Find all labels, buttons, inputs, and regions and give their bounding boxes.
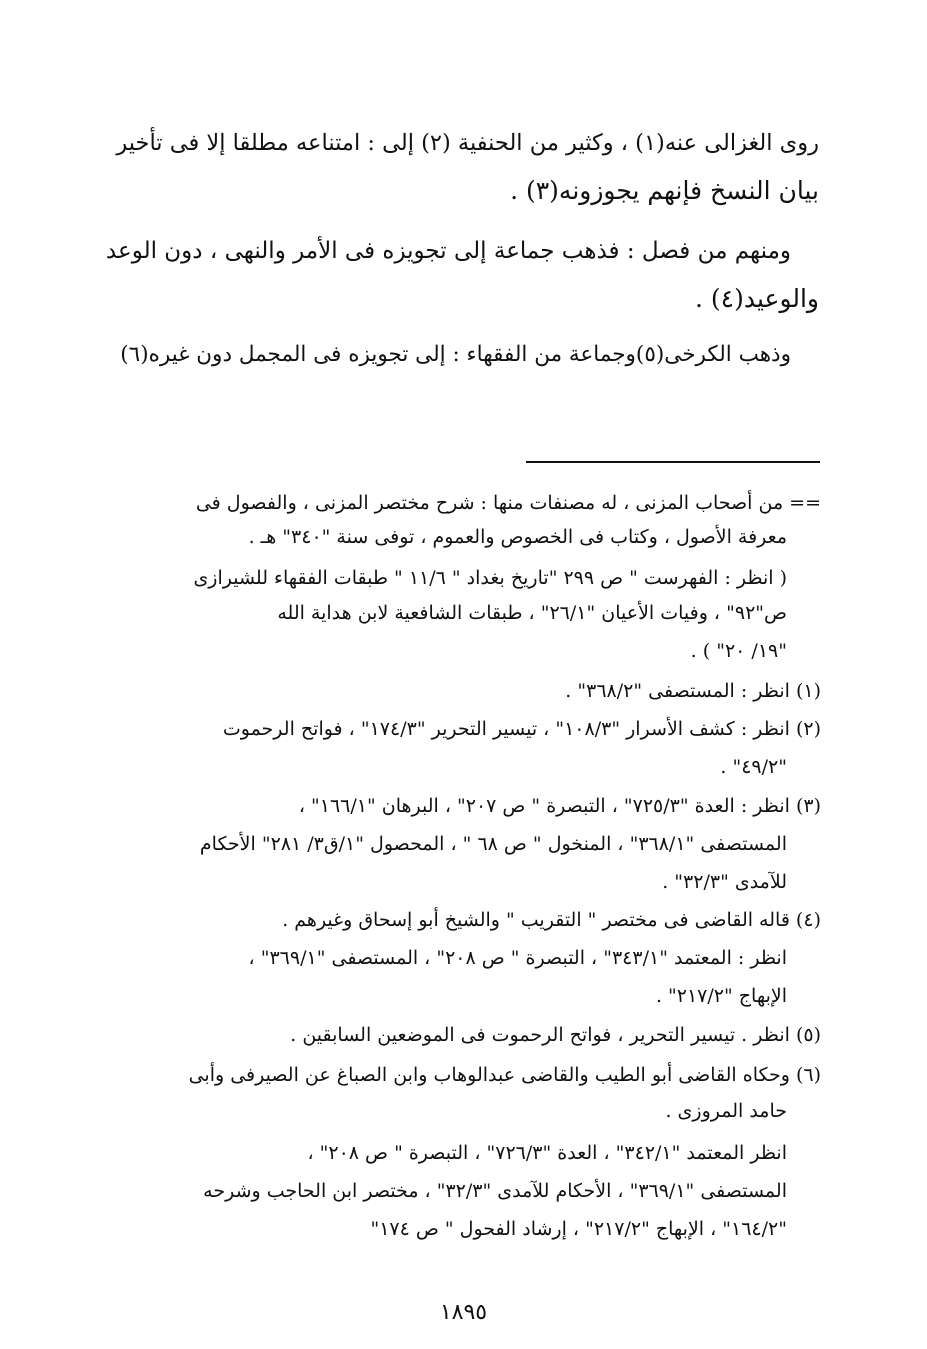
footnote-line: انظر : المعتمد "٣٤٣/١" ، التبصرة " ص ٢٠٨" ، المستصفى "٣٦٩/١" ،: [248, 947, 787, 969]
footnote-line: (٥) انظر . تيسير التحرير ، فواتح الرحموت فى الموضعين السابقين .: [290, 1024, 821, 1046]
body-line: ومنهم من فصل : فذهب جماعة إلى تجويزه فى الأمر والنهى ، دون الوعد: [105, 238, 791, 264]
page-number: ١٨٩٥: [439, 1300, 488, 1325]
body-line: روى الغزالى عنه(١) ، وكثير من الحنفية (٢) إلى : امتناعه مطلقا إلا فى تأخير: [116, 130, 819, 156]
body-line: وذهب الكرخى(٥)وجماعة من الفقهاء : إلى تجويزه فى المجمل دون غيره(٦): [120, 342, 791, 367]
footnote-line: انظر المعتمد "٣٤٢/١" ، العدة "٧٢٦/٣" ، التبصرة " ص ٢٠٨" ،: [307, 1142, 787, 1164]
footnote-line: == من أصحاب المزنى ، له مصنفات منها : شرح مختصر المزنى ، والفصول فى: [195, 492, 821, 514]
footnote-line: (٦) وحكاه القاضى أبو الطيب والقاضى عبدالوهاب وابن الصباغ عن الصيرفى وأبى: [188, 1064, 821, 1086]
footnote-line: ص"٩٢" ، وفيات الأعيان "٢٦/١" ، طبقات الشافعية لابن هداية الله: [277, 602, 787, 624]
footnote-line: الإبهاج "٢١٧/٢" .: [655, 985, 787, 1007]
footnote-line: المستصفى "٣٦٩/١" ، الأحكام للآمدى "٣٢/٣" ، مختصر ابن الحاجب وشرحه: [203, 1180, 787, 1202]
footnote-separator: [526, 461, 820, 463]
footnote-line: (١) انظر : المستصفى "٣٦٨/٢" .: [565, 680, 821, 702]
footnote-line: المستصفى "٣٦٨/١" ، المنخول " ص ٦٨ " ، المحصول "١/ق٣/ ٢٨١" الأحكام: [199, 833, 787, 855]
body-line: والوعيد(٤) .: [695, 284, 819, 313]
footnote-line: (٣) انظر : العدة "٧٢٥/٣" ، التبصرة " ص ٢٠٧" ، البرهان "١٦٦/١" ،: [298, 795, 821, 817]
footnote-line: "١٦٤/٢" ، الإبهاج "٢١٧/٢" ، إرشاد الفحول " ص ١٧٤": [370, 1218, 787, 1240]
footnote-line: ( انظر : الفهرست " ص ٢٩٩ "تاريخ بغداد " ١١/٦ " طبقات الفقهاء للشيرازى: [193, 567, 787, 589]
footnote-line: (٢) انظر : كشف الأسرار "١٠٨/٣" ، تيسير التحرير "١٧٤/٣" ، فواتح الرحموت: [222, 718, 821, 740]
footnote-line: (٤) قاله القاضى فى مختصر " التقريب " والشيخ أبو إسحاق وغيرهم .: [282, 909, 821, 931]
footnote-line: للآمدى "٣٢/٣" .: [662, 871, 787, 893]
footnote-line: حامد المروزى .: [665, 1100, 787, 1122]
footnote-line: "١٩/ ٢٠" ) .: [690, 640, 787, 662]
body-line: بيان النسخ فإنهم يجوزونه(٣) .: [510, 176, 819, 205]
footnote-line: "٤٩/٢" .: [720, 756, 787, 778]
footnote-line: معرفة الأصول ، وكتاب فى الخصوص والعموم ، توفى سنة "٣٤٠" هـ .: [248, 526, 787, 548]
